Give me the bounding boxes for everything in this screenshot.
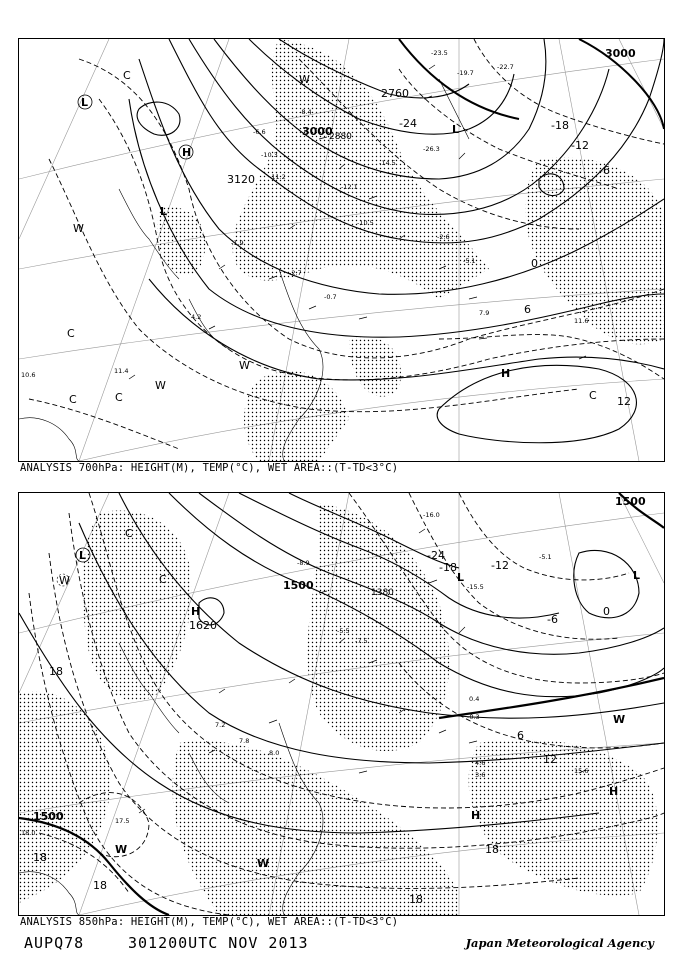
height-label-3000: 3000: [302, 125, 333, 138]
height-label-1620: 1620: [189, 619, 217, 632]
svg-text:C: C: [67, 327, 75, 340]
low-center-3: L: [633, 569, 641, 582]
stn-14: 7.9: [479, 309, 490, 317]
height-label-1500-ne: 1500: [615, 495, 646, 508]
high-center-2: H: [501, 367, 511, 380]
high-center-2: H: [471, 809, 481, 822]
chart-id: AUPQ78: [24, 934, 85, 952]
stn-17: 4.2: [191, 313, 202, 321]
caption-850hpa: ANALYSIS 850hPa: HEIGHT(M), TEMP(°C), WET AREA::(T-TD<3°C): [20, 916, 399, 928]
map-850hpa-svg: [19, 493, 664, 915]
temp-label-0: 0: [531, 257, 538, 270]
temp-label-6: 6: [517, 729, 524, 742]
stn-4: -8.4: [299, 108, 312, 116]
stn-1: -23.5: [431, 49, 448, 57]
temp-label-18-se: 18: [485, 843, 499, 856]
svg-text:C: C: [589, 389, 597, 402]
temp-label-m6: -6: [599, 164, 610, 177]
warm-mark-3: W: [257, 857, 270, 870]
stn-b15: 4.6: [475, 759, 486, 767]
svg-text:C: C: [159, 573, 167, 586]
temp-label-m24: -24: [399, 117, 417, 130]
low-center-2: L: [457, 571, 465, 584]
temp-label-18-s: 18: [93, 879, 107, 892]
stn-b12: 15.6: [574, 767, 589, 775]
temp-label-12: 12: [543, 753, 557, 766]
stn-19: 10.6: [21, 371, 36, 379]
height-label-1380: 1380: [371, 588, 394, 598]
temp-label-m18: -18: [439, 561, 457, 574]
stn-16: -1.9: [231, 239, 244, 247]
high-center-1: H: [182, 146, 192, 159]
height-label-1500-c: 1500: [283, 579, 314, 592]
stn-13: -2.6: [437, 233, 450, 241]
stn-15: 11.6: [574, 317, 589, 325]
temp-label-m12: -12: [491, 559, 509, 572]
low-center-1: L: [81, 96, 89, 109]
height-label-3120: 3120: [227, 173, 255, 186]
stn-b9: 7.2: [215, 721, 226, 729]
temp-label-18-sw: 18: [33, 851, 47, 864]
temp-label-m24: -24: [427, 549, 445, 562]
stn-12: -5.1: [463, 257, 476, 265]
stn-b11: 8.0: [269, 749, 280, 757]
valid-time: 301200UTC NOV 2013: [128, 934, 309, 952]
svg-text:W: W: [155, 379, 166, 392]
svg-text:W: W: [239, 359, 250, 372]
stn-2: -19.7: [457, 69, 474, 77]
stn-10: -26.3: [423, 145, 440, 153]
temp-label-m12: -12: [571, 139, 589, 152]
high-center-1: H: [191, 605, 201, 618]
stn-b6: -5.1: [539, 553, 552, 561]
wet-areas: [157, 39, 664, 461]
svg-text:W: W: [299, 73, 310, 86]
temp-label-m18: -18: [551, 119, 569, 132]
warm-mark-1: W: [613, 713, 626, 726]
stn-b1: -16.0: [423, 511, 440, 519]
low-center-1: L: [79, 549, 87, 562]
warm-mark-2: W: [115, 843, 128, 856]
stn-6: -10.3: [261, 151, 278, 159]
svg-text:C: C: [115, 391, 123, 404]
stn-b14: 18.0: [21, 829, 36, 837]
stn-b13: 17.5: [115, 817, 130, 825]
height-label-2760: 2760: [381, 87, 409, 100]
map-panel-700hpa: [18, 38, 665, 462]
svg-text:C: C: [69, 393, 77, 406]
map-700hpa-svg: [19, 39, 664, 461]
low-center-3: L: [160, 205, 168, 218]
stn-b7: 0.4: [469, 695, 480, 703]
height-label-2880: 2880: [329, 132, 352, 142]
height-label-1500-sw: 1500: [33, 810, 64, 823]
stn-b2: -8.9: [297, 559, 310, 567]
stn-5: -6.6: [253, 128, 266, 136]
stn-b4: -7.5: [355, 637, 368, 645]
temp-label-6: 6: [524, 303, 531, 316]
stn-b8: -0.3: [467, 713, 480, 721]
stn-b5: -15.5: [467, 583, 484, 591]
svg-text:C: C: [123, 69, 131, 82]
stn-9: -14.5: [379, 159, 396, 167]
stn-20: -0.7: [324, 293, 337, 301]
stn-b16: 3.6: [475, 771, 486, 779]
height-label-3000-ne: 3000: [605, 47, 636, 60]
caption-700hpa: ANALYSIS 700hPa: HEIGHT(M), TEMP(°C), WET AREA::(T-TD<3°C): [20, 462, 399, 474]
temp-label-18-w: 18: [49, 665, 63, 678]
stn-7: -11.2: [269, 173, 286, 181]
svg-text:C: C: [125, 527, 133, 540]
stn-b10: 7.8: [239, 737, 250, 745]
stn-21: -2.7: [289, 269, 302, 277]
low-center-2: L: [452, 123, 460, 136]
high-center-3: H: [609, 785, 619, 798]
svg-text:W: W: [59, 574, 70, 587]
stn-18: 11.4: [114, 367, 129, 375]
temp-label-0: 0: [603, 605, 610, 618]
stn-8: -12.1: [341, 183, 358, 191]
temp-label-m6: -6: [547, 613, 558, 626]
stn-3: -22.7: [497, 63, 514, 71]
stn-b3: -5.5: [337, 627, 350, 635]
temp-label-18-bottom: 18: [409, 893, 423, 906]
temp-label-12: 12: [617, 395, 631, 408]
map-panel-850hpa: [18, 492, 665, 916]
stn-11: -10.5: [357, 219, 374, 227]
svg-text:W: W: [73, 222, 84, 235]
agency-credit: Japan Meteorological Agency: [465, 936, 654, 950]
